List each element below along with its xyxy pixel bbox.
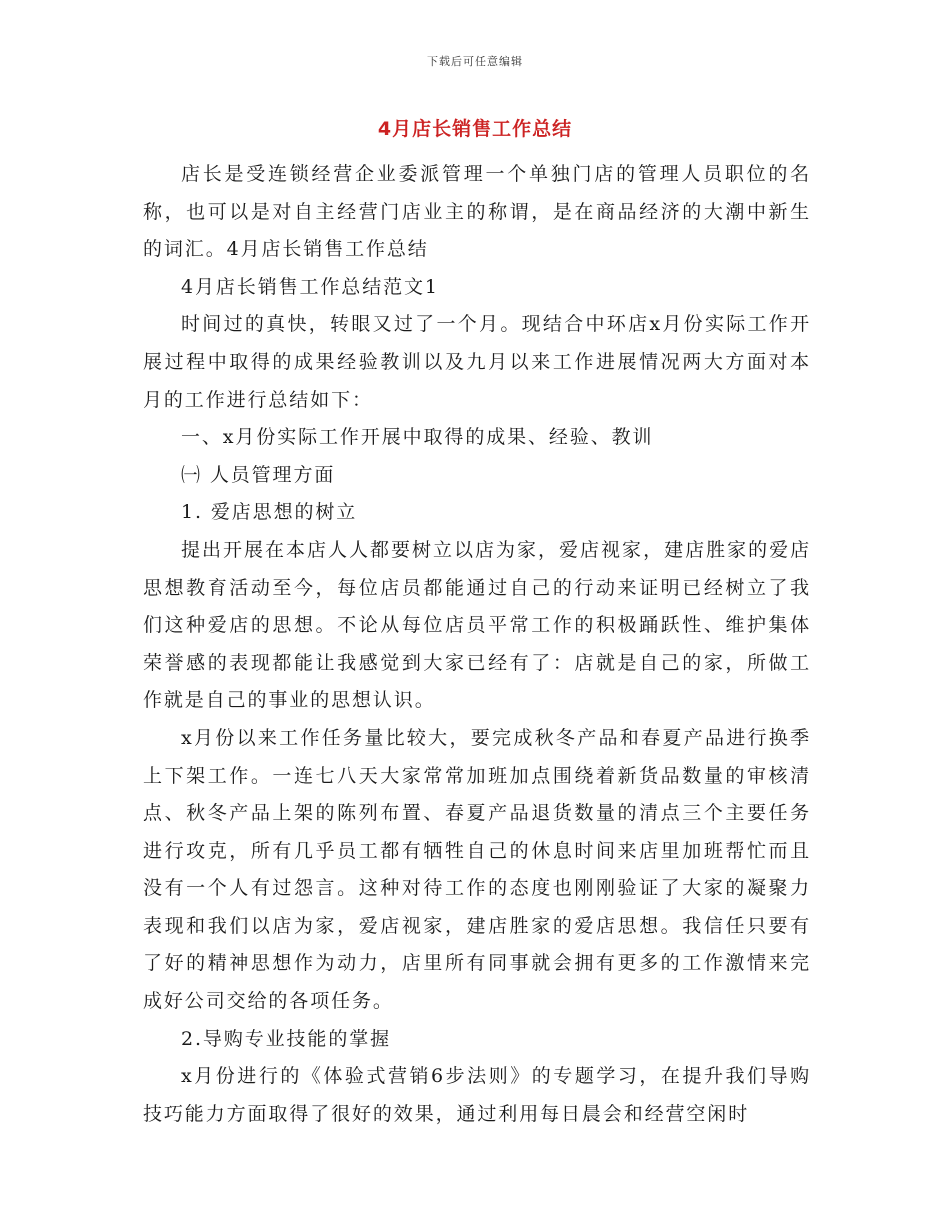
paragraph-opening: 时间过的真快，转眼又过了一个月。现结合中环店x月份实际工作开展过程中取得的成果经验教训以及九月以来工作进展情况两大方面对本月的工作进行总结如下： <box>143 313 811 411</box>
item-heading-store-love: 1. 爱店思想的树立 <box>181 501 358 524</box>
paragraph-sample-heading: 4月店长销售工作总结范文1 <box>181 275 439 298</box>
paragraph-sales-skills: x月份进行的《体验式营销6步法则》的专题学习，在提升我们导购技巧能力方面取得了很好的效果，通过利用每日晨会和经营空闲时 <box>143 1065 811 1125</box>
paragraph-store-love: 提出开展在本店人人都要树立以店为家，爱店视家，建店胜家的爱店思想教育活动至今，每位店员都能通过自己的行动来证明已经树立了我们这种爱店的思想。不论从每位店员平常工作的积极踊跃性、维护集体荣誉感的表现都能让我感觉到大家已经有了：店就是自己的家，所做工作就是自己的事业的思想认识。 <box>143 538 811 712</box>
document-body <box>143 156 811 1133</box>
paragraph-intro: 店长是受连锁经营企业委派管理一个单独门店的管理人员职位的名称，也可以是对自主经营门店业主的称谓，是在商品经济的大潮中新生的词汇。4月店长销售工作总结 <box>143 163 811 261</box>
paragraph-workload: x月份以来工作任务量比较大，要完成秋冬产品和春夏产品进行换季上下架工作。一连七八天大家常常加班加点围绕着新货品数量的审核清点、秋冬产品上架的陈列布置、春夏产品退货数量的清点三个主要任务进行攻克，所有几乎员工都有牺牲自己的休息时间来店里加班帮忙而且没有一个人有过怨言。这种对待工作的态度也刚刚验证了大家的凝聚力表现和我们以店为家，爱店视家，建店胜家的爱店思想。我信任只要有了好的精神思想作为动力，店里所有同事就会拥有更多的工作激情来完成好公司交给的各项任务。 <box>143 726 811 1013</box>
page-header-note: 下载后可任意编辑 <box>427 55 523 68</box>
document-title: 4月店长销售工作总结 <box>377 118 573 140</box>
item-heading-sales-skills: 2.导购专业技能的掌握 <box>181 1027 392 1050</box>
section-heading-achievements: 一、x月份实际工作开展中取得的成果、经验、教训 <box>181 426 654 449</box>
subsection-heading-personnel: ㈠ 人员管理方面 <box>181 463 336 486</box>
